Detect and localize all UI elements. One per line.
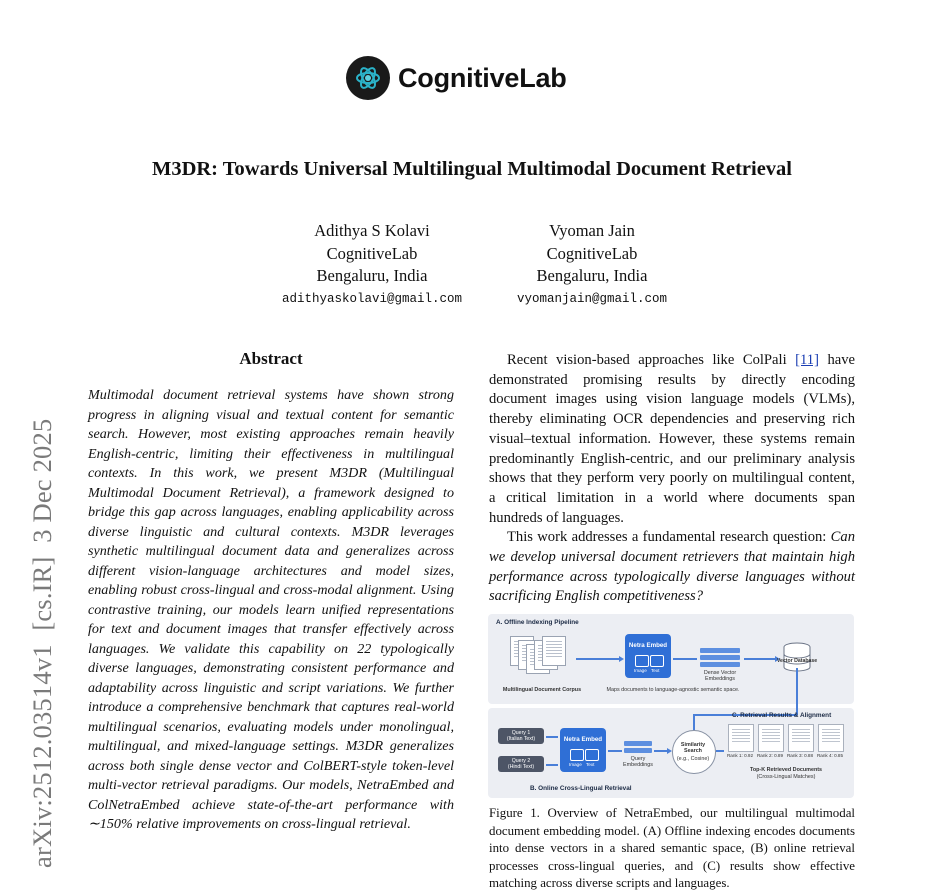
rank-label: Rank 2: 0.89 — [756, 753, 784, 758]
vector-bar — [624, 748, 652, 753]
vector-bar — [624, 741, 652, 746]
query-1-label: Query 1 — [511, 730, 531, 736]
text-label: Text — [586, 762, 595, 767]
maps-label: Maps documents to language-agnostic semantic space. — [606, 687, 740, 693]
netra-embed-label: Netra Embed — [563, 736, 603, 743]
query-1-box — [498, 728, 544, 744]
rank-label: Rank 4: 0.85 — [816, 753, 844, 758]
intro-text-span: This work addresses a fundamental research question: — [507, 529, 831, 546]
arrow-head-icon — [619, 656, 624, 662]
topk-label: Top-K Retrieved Documents — [749, 767, 823, 773]
panel-c-title: C. Retrieval Results & Alignment — [732, 712, 832, 719]
citation-link[interactable]: [11] — [795, 352, 819, 368]
result-document — [818, 724, 844, 752]
author-email: adithyaskolavi@gmail.com — [281, 291, 463, 306]
flow-arrow — [716, 750, 724, 752]
text-icon — [650, 655, 664, 667]
paper-title: M3DR: Towards Universal Multilingual Multimodal Document Retrieval — [151, 158, 793, 180]
topk-sub: (Cross-Lingual Matches) — [756, 774, 816, 780]
intro-text — [489, 351, 855, 607]
flow-arrow — [576, 658, 620, 660]
query-2-label: Query 2 — [511, 758, 531, 764]
intro-text-span: have demonstrated promising results by directly encoding document images using vision language models (VLMs), thereby eliminating OCR dependencies and preserving rich visual–textual information. However, these systems remain predominantly English-centric, and our preliminary analysis shows that they perform very poorly on multilingual content, a critical limitation in a world where documents span hundreds of languages. — [489, 352, 855, 526]
result-document — [728, 724, 754, 752]
flow-arrow — [673, 658, 697, 660]
text-label: Text — [651, 668, 660, 673]
arxiv-stamp: arXiv:2512.03514v1 [cs.IR] 3 Dec 2025 — [27, 418, 57, 868]
image-icon — [635, 655, 649, 667]
figure-1 — [488, 614, 854, 798]
author-block — [474, 220, 710, 310]
figure-caption: Figure 1. Overview of NetraEmbed, our multilingual multimodal document embedding model. (A) Offline indexing encodes documents into dense vectors in a shared semantic space, (B) online retrieval processes cross-lingual queries, and (C) results show effective matching across diverse scripts and languages. — [489, 806, 855, 891]
similarity-search-sub: (e.g., Cosine) — [676, 756, 710, 762]
abstract-body: Multimodal document retrieval systems have shown strong progress in aligning visual and textual content for semantic search. However, most existing approaches remain heavily English-centric, limiting their effectiveness in multilingual contexts. In this work, we present M3DR (Multilingual Multimodal Document Retrieval), a framework designed to bridge this gap across languages, enabling applicability across diverse linguistic and cultural contexts. M3DR leverages synthetic multilingual document data and generalizes across different vision-language architectures and model sizes, enabling robust cross-lingual and cross-modal alignment. Using contrastive training, our models learn unified representations for text and document images that transfer effectively across languages. We validate this capability on 22 typologically diverse languages, demonstrating consistent performance and adaptability across linguistic and script variations. We further introduce a comprehensive benchmark that captures real-world multilingual scenarios, evaluating models under monolingual, multilingual, and mixed-language settings. M3DR generalizes across both single dense vector and ColBERT-style token-level multi-vector retrieval paradigms. Our models, NetraEmbed and ColNetraEmbed achieve state-of-the-art performance with ∼150% relative improvements on cross-lingual retrieval. — [88, 387, 454, 832]
query-2-language: (Hindi Text) — [507, 764, 535, 770]
image-label: Image — [569, 762, 582, 767]
panel-online-retrieval — [488, 708, 854, 798]
query-1-language: (Italian Text) — [506, 736, 536, 742]
flow-arrow — [654, 750, 668, 752]
research-question: Can we develop universal document retrievers that maintain high performance across typologically diverse languages without sacrificing English competitiveness? — [489, 529, 855, 605]
netra-embed-block — [625, 634, 671, 678]
text-icon — [585, 749, 599, 761]
query-2-box — [498, 756, 544, 772]
intro-paragraph — [489, 351, 855, 528]
panel-a-title: A. Offline Indexing Pipeline — [496, 619, 579, 626]
corpus-label: Multilingual Document Corpus — [502, 687, 582, 693]
author-location: Bengaluru, India — [536, 266, 648, 285]
panel-offline-indexing — [488, 614, 854, 704]
flow-arrow — [796, 668, 798, 715]
dense-vector-label: Dense Vector Embeddings — [703, 670, 737, 683]
author-location: Bengaluru, India — [316, 266, 428, 285]
cognitivelab-logo-icon — [346, 56, 390, 100]
query-embeddings-label: Query Embeddings — [623, 756, 653, 769]
intro-paragraph — [489, 528, 855, 607]
author-block — [232, 220, 512, 310]
vector-bar — [700, 648, 740, 653]
netra-embed-block — [560, 728, 606, 772]
document-icon — [542, 636, 566, 666]
vector-bar — [700, 662, 740, 667]
author-affiliation: CognitiveLab — [546, 243, 638, 263]
image-label: Image — [634, 668, 647, 673]
netra-embed-label: Netra Embed — [628, 642, 668, 649]
author-email: vyomanjain@gmail.com — [516, 291, 668, 306]
brand-logo — [346, 56, 567, 100]
vector-database-label: Vector Database — [776, 658, 818, 664]
flow-arrow — [546, 764, 558, 766]
author-affiliation: CognitiveLab — [326, 243, 418, 263]
brand-name: CognitiveLab — [398, 62, 567, 93]
author-name: Vyoman Jain — [549, 221, 635, 240]
panel-b-title: B. Online Cross-Lingual Retrieval — [530, 785, 632, 792]
flow-arrow — [744, 658, 776, 660]
author-name: Adithya S Kolavi — [314, 221, 430, 240]
flow-arrow — [546, 736, 558, 738]
intro-text-span: Recent vision-based approaches like ColPali — [507, 352, 796, 368]
rank-label: Rank 3: 0.88 — [786, 753, 814, 758]
result-document — [758, 724, 784, 752]
flow-arrow — [608, 750, 622, 752]
flow-arrow — [693, 714, 695, 730]
vector-bar — [700, 655, 740, 660]
abstract-heading: Abstract — [239, 349, 303, 368]
image-icon — [570, 749, 584, 761]
result-document — [788, 724, 814, 752]
similarity-search-label: Similarity Search — [680, 742, 706, 755]
rank-label: Rank 1: 0.92 — [726, 753, 754, 758]
